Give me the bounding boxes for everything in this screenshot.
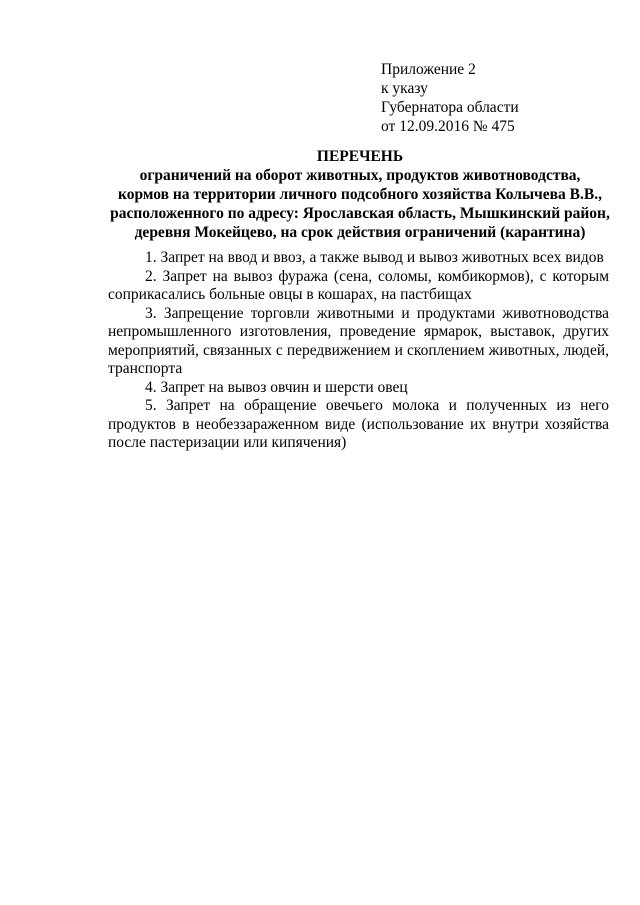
subtitle-line-1: ограничений на оборот животных, продуктов животноводства, [139, 167, 581, 184]
list-item: 1. Запрет на ввод и ввоз, а также вывод и вывоз животных всех видов [145, 249, 604, 266]
subtitle-line-2: кормов на территории личного подсобного хозяйства Колычева В.В., [118, 186, 602, 203]
appendix-block [381, 60, 519, 136]
appendix-line-1: Приложение 2 [381, 61, 476, 78]
subtitle-line-3: расположенного по адресу: Ярославская область, Мышкинский район, [110, 205, 610, 222]
appendix-line-3: Губернатора области [381, 99, 519, 116]
list-item: 2. Запрет на вывоз фуража (сена, соломы, комбикормов), с которым соприкасались больные овцы в кошарах, на пастбищах [108, 267, 609, 303]
document-title: ПЕРЕЧЕНЬ [316, 148, 404, 165]
list-item: 3. Запрещение торговли животными и продуктами животноводства непромышленного изготовления, проведение ярмарок, выставок, других мероприятий, связанных с передвижением и скоплением животных, людей, транспорта [108, 304, 609, 377]
restrictions-list [108, 249, 609, 453]
subtitle-line-4: деревня Мокейцево, на срок действия ограничений (карантина) [134, 224, 586, 241]
appendix-line-2: к указу [381, 80, 428, 97]
list-item: 4. Запрет на вывоз овчин и шерсти овец [145, 378, 408, 396]
document-subtitle [100, 166, 620, 242]
appendix-line-4: от 12.09.2016 № 475 [381, 118, 515, 135]
list-item: 5. Запрет на обращение овечьего молока и полученных из него продуктов в необеззараженном виде (использование их внутри хозяйства после пастеризации или кипячения) [108, 397, 609, 451]
